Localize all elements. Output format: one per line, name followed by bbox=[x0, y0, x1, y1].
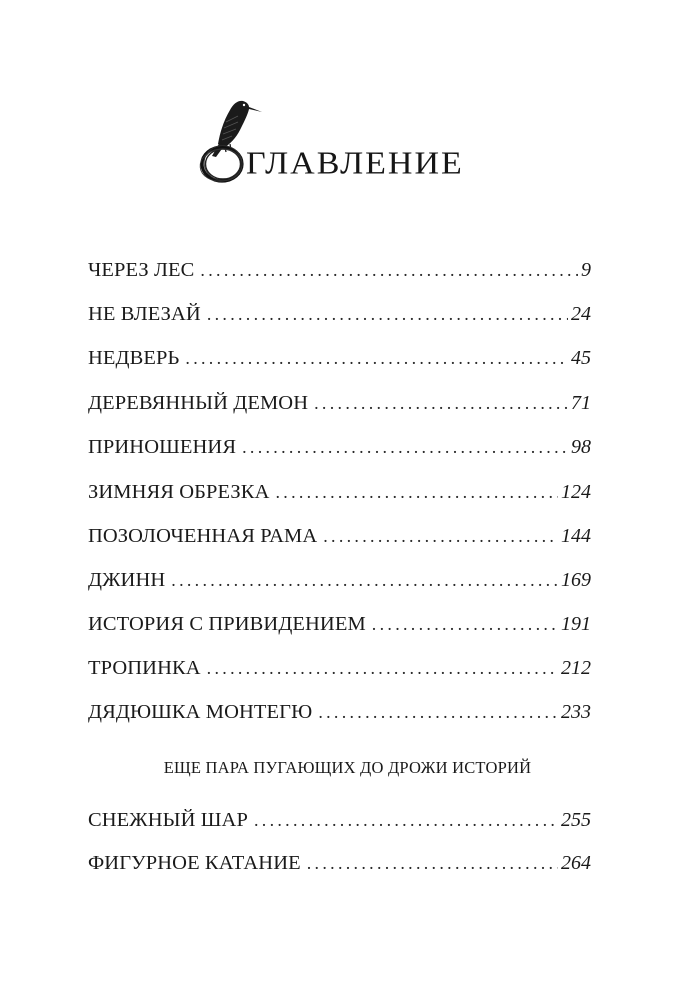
toc-entry[interactable] bbox=[88, 565, 591, 595]
toc-entry[interactable] bbox=[88, 805, 591, 835]
drop-cap bbox=[198, 136, 244, 182]
toc-entry-title: НЕ ВЛЕЗАЙ bbox=[88, 303, 201, 325]
dot-leader bbox=[207, 299, 568, 329]
toc-entry[interactable] bbox=[88, 609, 591, 639]
toc-entry[interactable] bbox=[88, 343, 591, 373]
dot-leader bbox=[185, 343, 568, 373]
toc-entry[interactable] bbox=[88, 299, 591, 329]
title-text: ГЛАВЛЕНИЕ bbox=[246, 147, 464, 182]
toc-entry[interactable] bbox=[88, 477, 591, 507]
dot-leader bbox=[200, 255, 578, 285]
toc-entry-page: 264 bbox=[561, 852, 591, 874]
toc-entry-page: 124 bbox=[561, 481, 591, 503]
dot-leader bbox=[314, 388, 568, 418]
toc-entry-page: 169 bbox=[561, 569, 591, 591]
toc-entry-page: 233 bbox=[561, 701, 591, 723]
toc-entry[interactable] bbox=[88, 697, 591, 727]
toc-entry-title: НЕДВЕРЬ bbox=[88, 347, 180, 369]
dot-leader bbox=[275, 477, 558, 507]
toc-entry-page: 212 bbox=[561, 657, 591, 679]
toc-entry[interactable] bbox=[88, 432, 591, 462]
toc-entry[interactable] bbox=[88, 653, 591, 683]
toc-entry-title: ТРОПИНКА bbox=[88, 657, 201, 679]
toc-entry-title: ДЖИНН bbox=[88, 569, 166, 591]
toc-entry-page: 45 bbox=[571, 347, 591, 369]
toc-entry-title: ФИГУРНОЕ КАТАНИЕ bbox=[88, 852, 301, 874]
dot-leader bbox=[372, 609, 558, 639]
toc-entry-title: ДЕРЕВЯННЫЙ ДЕМОН bbox=[88, 392, 309, 414]
toc-entry-page: 144 bbox=[561, 525, 591, 547]
toc-entry-page: 71 bbox=[571, 392, 591, 414]
dot-leader bbox=[242, 432, 568, 462]
toc-entry[interactable] bbox=[88, 521, 591, 551]
toc-entry-title: ИСТОРИЯ С ПРИВИДЕНИЕМ bbox=[88, 613, 366, 635]
page-title bbox=[198, 136, 464, 182]
toc-entry-page: 191 bbox=[561, 613, 591, 635]
dot-leader bbox=[171, 565, 558, 595]
page-header bbox=[0, 84, 695, 184]
toc-entry[interactable] bbox=[88, 848, 591, 878]
dot-leader bbox=[307, 848, 558, 878]
section-heading: ЕЩЕ ПАРА ПУГАЮЩИХ ДО ДРОЖИ ИСТОРИЙ bbox=[163, 758, 532, 777]
toc-entry-page: 255 bbox=[561, 809, 591, 831]
dot-leader bbox=[323, 521, 558, 551]
toc-entry-title: ЗИМНЯЯ ОБРЕЗКА bbox=[88, 481, 270, 503]
toc-entry-title: ПРИНОШЕНИЯ bbox=[88, 436, 237, 458]
toc-entry-page: 98 bbox=[571, 436, 591, 458]
toc-entry-title: ЧЕРЕЗ ЛЕС bbox=[88, 259, 195, 281]
toc-entry-title: ПОЗОЛОЧЕННАЯ РАМА bbox=[88, 525, 318, 547]
dot-leader bbox=[207, 653, 558, 683]
toc-entry[interactable] bbox=[88, 255, 591, 285]
dot-leader bbox=[318, 697, 558, 727]
dot-leader bbox=[254, 805, 558, 835]
toc-entry-page: 24 bbox=[571, 303, 591, 325]
toc-entry-page: 9 bbox=[581, 259, 591, 281]
toc-entry[interactable] bbox=[88, 388, 591, 418]
toc-entry-title: СНЕЖНЫЙ ШАР bbox=[88, 809, 248, 831]
toc-entry-title: ДЯДЮШКА МОНТЕГЮ bbox=[88, 701, 313, 723]
